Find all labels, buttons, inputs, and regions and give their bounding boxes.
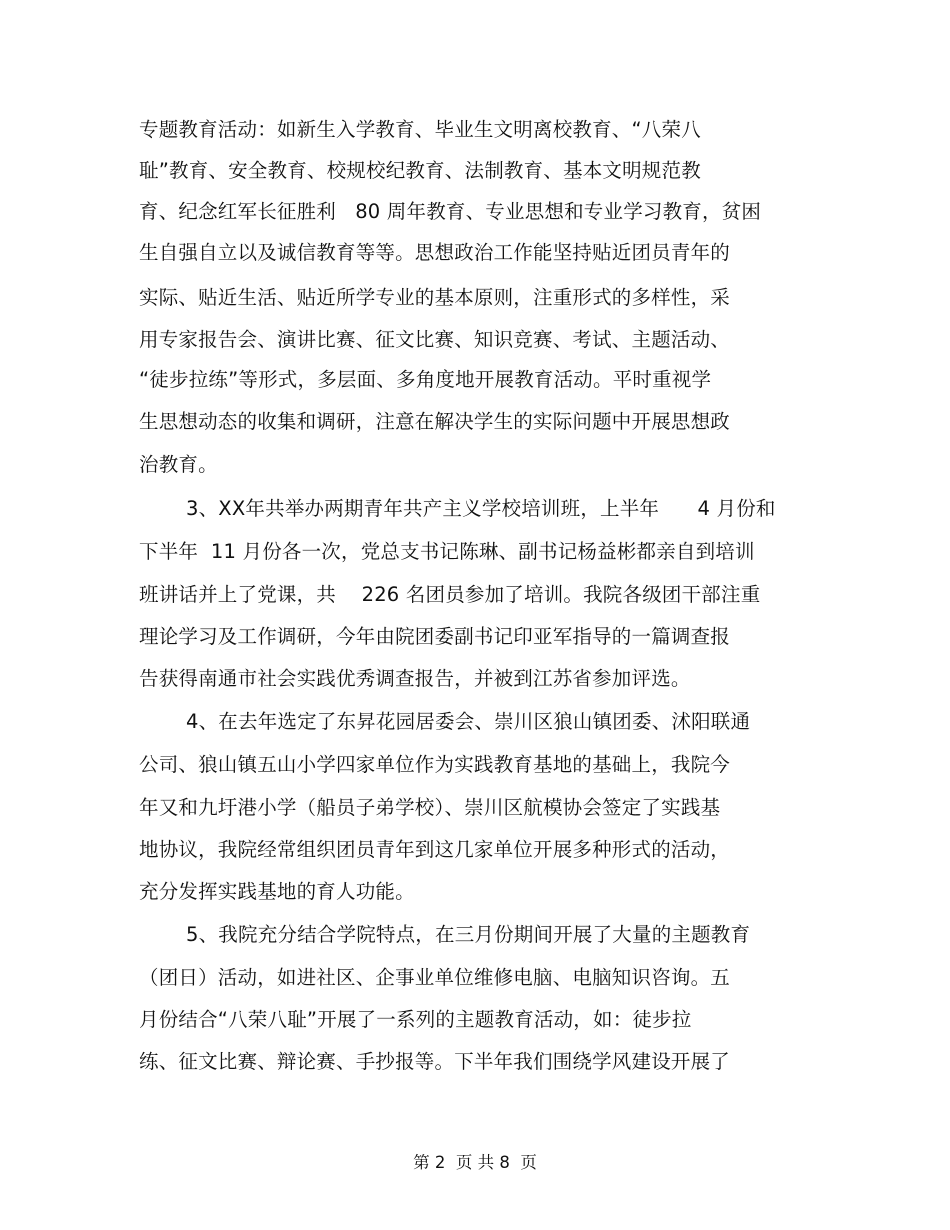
text-line: 4、在去年选定了东昇花园居委会、崇川区狼山镇团委、沭阳联通 (186, 710, 751, 733)
page-number-footer: 第 2 页 共 8 页 (413, 1153, 537, 1172)
text-line: 班讲话并上了党课，共 226 名团员参加了培训。我院各级团干部注重 (139, 583, 761, 606)
text-line: （团日）活动，如进社区、企事业单位维修电脑、电脑知识咨询。五 (139, 966, 731, 989)
text-line: 耻”教育、安全教育、校规校纪教育、法制教育、基本文明规范教 (139, 159, 701, 182)
text-line: 实际、贴近生活、贴近所学专业的基本原则，注重形式的多样性，采 (139, 286, 731, 309)
text-line: “徒步拉练”等形式，多层面、多角度地开展教育活动。平时重视学 (139, 368, 712, 391)
text-line: 告获得南通市社会实践优秀调查报告，并被到江苏省参加评选。 (139, 667, 691, 690)
text-line: 5、我院充分结合学院特点，在三月份期间开展了大量的主题教育 (186, 923, 751, 946)
text-line: 地协议，我院经常组织团员青年到这几家单位开展多种形式的活动， (139, 838, 731, 861)
text-line: 练、征文比赛、辩论赛、手抄报等。下半年我们围绕学风建设开展了 (139, 1050, 731, 1073)
text-line: 充分发挥实践基地的育人功能。 (139, 880, 415, 903)
text-line: 生自强自立以及诚信教育等等。思想政治工作能坚持贴近团员青年的 (139, 241, 731, 264)
text-line: 治教育。 (139, 453, 218, 476)
text-line: 理论学习及工作调研，今年由院团委副书记印亚军指导的一篇调查报 (139, 625, 731, 648)
text-line: 用专家报告会、演讲比赛、征文比赛、知识竞赛、考试、主题活动、 (139, 328, 731, 351)
text-line: 育、纪念红军长征胜利 80 周年教育、专业思想和专业学习教育，贫困 (139, 200, 762, 223)
text-line: 生思想动态的收集和调研，注意在解决学生的实际问题中开展思想政 (139, 410, 731, 433)
text-line: 下半年 11 月份各一次，党总支书记陈琳、副书记杨益彬都亲自到培训 (139, 540, 755, 563)
text-line: 年又和九圩港小学（船员子弟学校）、崇川区航模协会签定了实践基 (139, 796, 721, 819)
text-line: 公司、狼山镇五山小学四家单位作为实践教育基地的基础上，我院今 (139, 753, 731, 776)
text-line: 3、XX年共举办两期青年共产主义学校培训班，上半年 4 月份和 (186, 497, 776, 520)
text-line: 月份结合“八荣八耻”开展了一系列的主题教育活动，如：徒步拉 (139, 1008, 692, 1031)
text-line: 专题教育活动：如新生入学教育、毕业生文明离校教育、“八荣八 (139, 118, 701, 141)
